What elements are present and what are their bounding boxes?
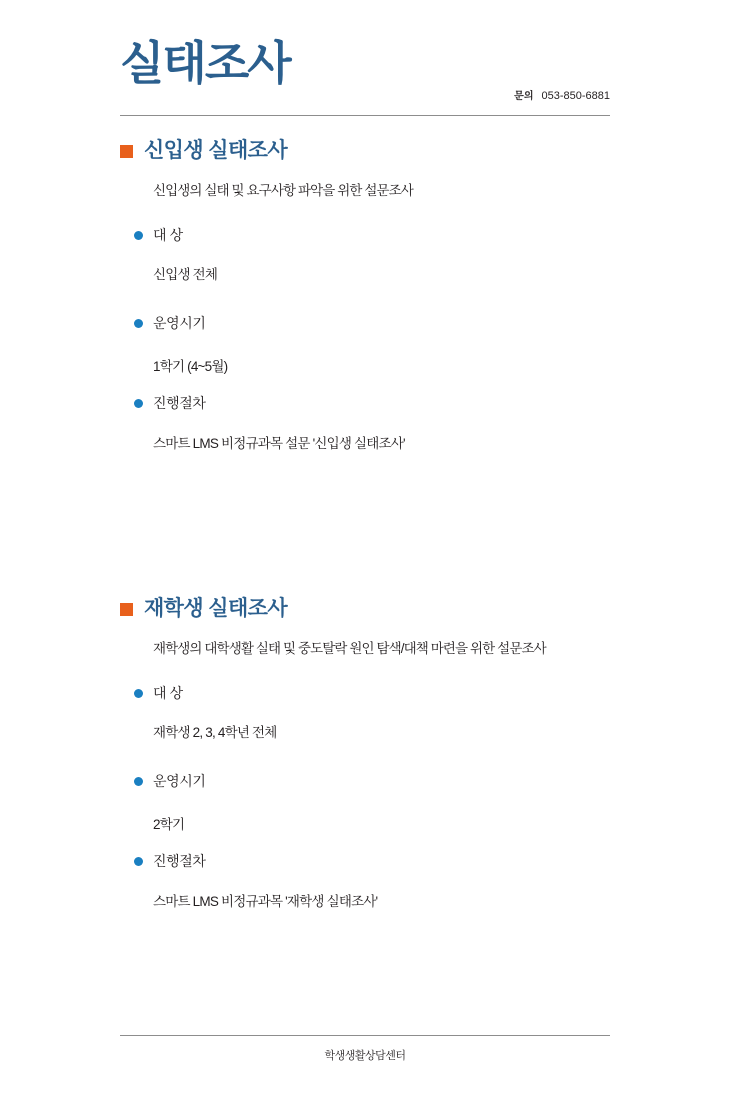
section-description: 신입생의 실태 및 요구사항 파악을 위한 설문조사 [153,183,413,198]
field-procedure [120,851,620,910]
section-description: 재학생의 대학생활 실태 및 중도탈락 원인 탐색/대책 마련을 위한 설문조사 [153,641,546,656]
dot-bullet-icon [134,231,143,240]
section-title: 재학생 실태조사 [144,597,288,620]
contact-info [514,87,610,102]
dot-bullet-icon [134,319,143,328]
section-freshman-survey [120,140,620,456]
contact-number: 053-850-6881 [541,90,610,102]
field-label-text: 대 상 [153,227,183,243]
section-enrolled-survey [120,598,620,914]
field-label-text: 대 상 [153,685,183,701]
dot-bullet-icon [134,689,143,698]
field-value: 스마트 LMS 비정규과목 설문 '신입생 실태조사' [153,436,405,451]
footer-divider [120,1035,610,1036]
field-label-text: 진행절차 [153,395,206,411]
field-target [120,225,620,283]
section-title: 신입생 실태조사 [144,139,288,162]
field-label-row [134,393,620,413]
field-value: 스마트 LMS 비정규과목 '재학생 실태조사' [153,894,378,909]
field-value: 1학기 (4~5월) [153,359,228,374]
header-divider [120,115,610,116]
field-label-text: 운영시기 [153,773,206,789]
field-label-row [134,851,620,871]
dot-bullet-icon [134,399,143,408]
contact-label: 문의 [514,91,534,102]
field-label-text: 운영시기 [153,315,206,331]
field-procedure [120,393,620,452]
square-bullet-icon [120,603,133,616]
field-label-row [134,771,620,791]
field-label-row [134,225,620,245]
section-heading [120,140,620,161]
dot-bullet-icon [134,857,143,866]
square-bullet-icon [120,145,133,158]
dot-bullet-icon [134,777,143,786]
field-label-row [134,683,620,703]
field-value: 2학기 [153,817,185,832]
page-title: 실태조사 [120,37,290,89]
document-header [120,37,610,112]
field-target [120,683,620,741]
field-period [120,771,620,833]
field-label-row [134,313,620,333]
field-period [120,313,620,375]
field-label-text: 진행절차 [153,853,206,869]
field-value: 신입생 전체 [153,267,218,282]
section-heading [120,598,620,619]
field-value: 재학생 2, 3, 4학년 전체 [153,725,277,740]
footer-label: 학생생활상담센터 [324,1050,406,1062]
